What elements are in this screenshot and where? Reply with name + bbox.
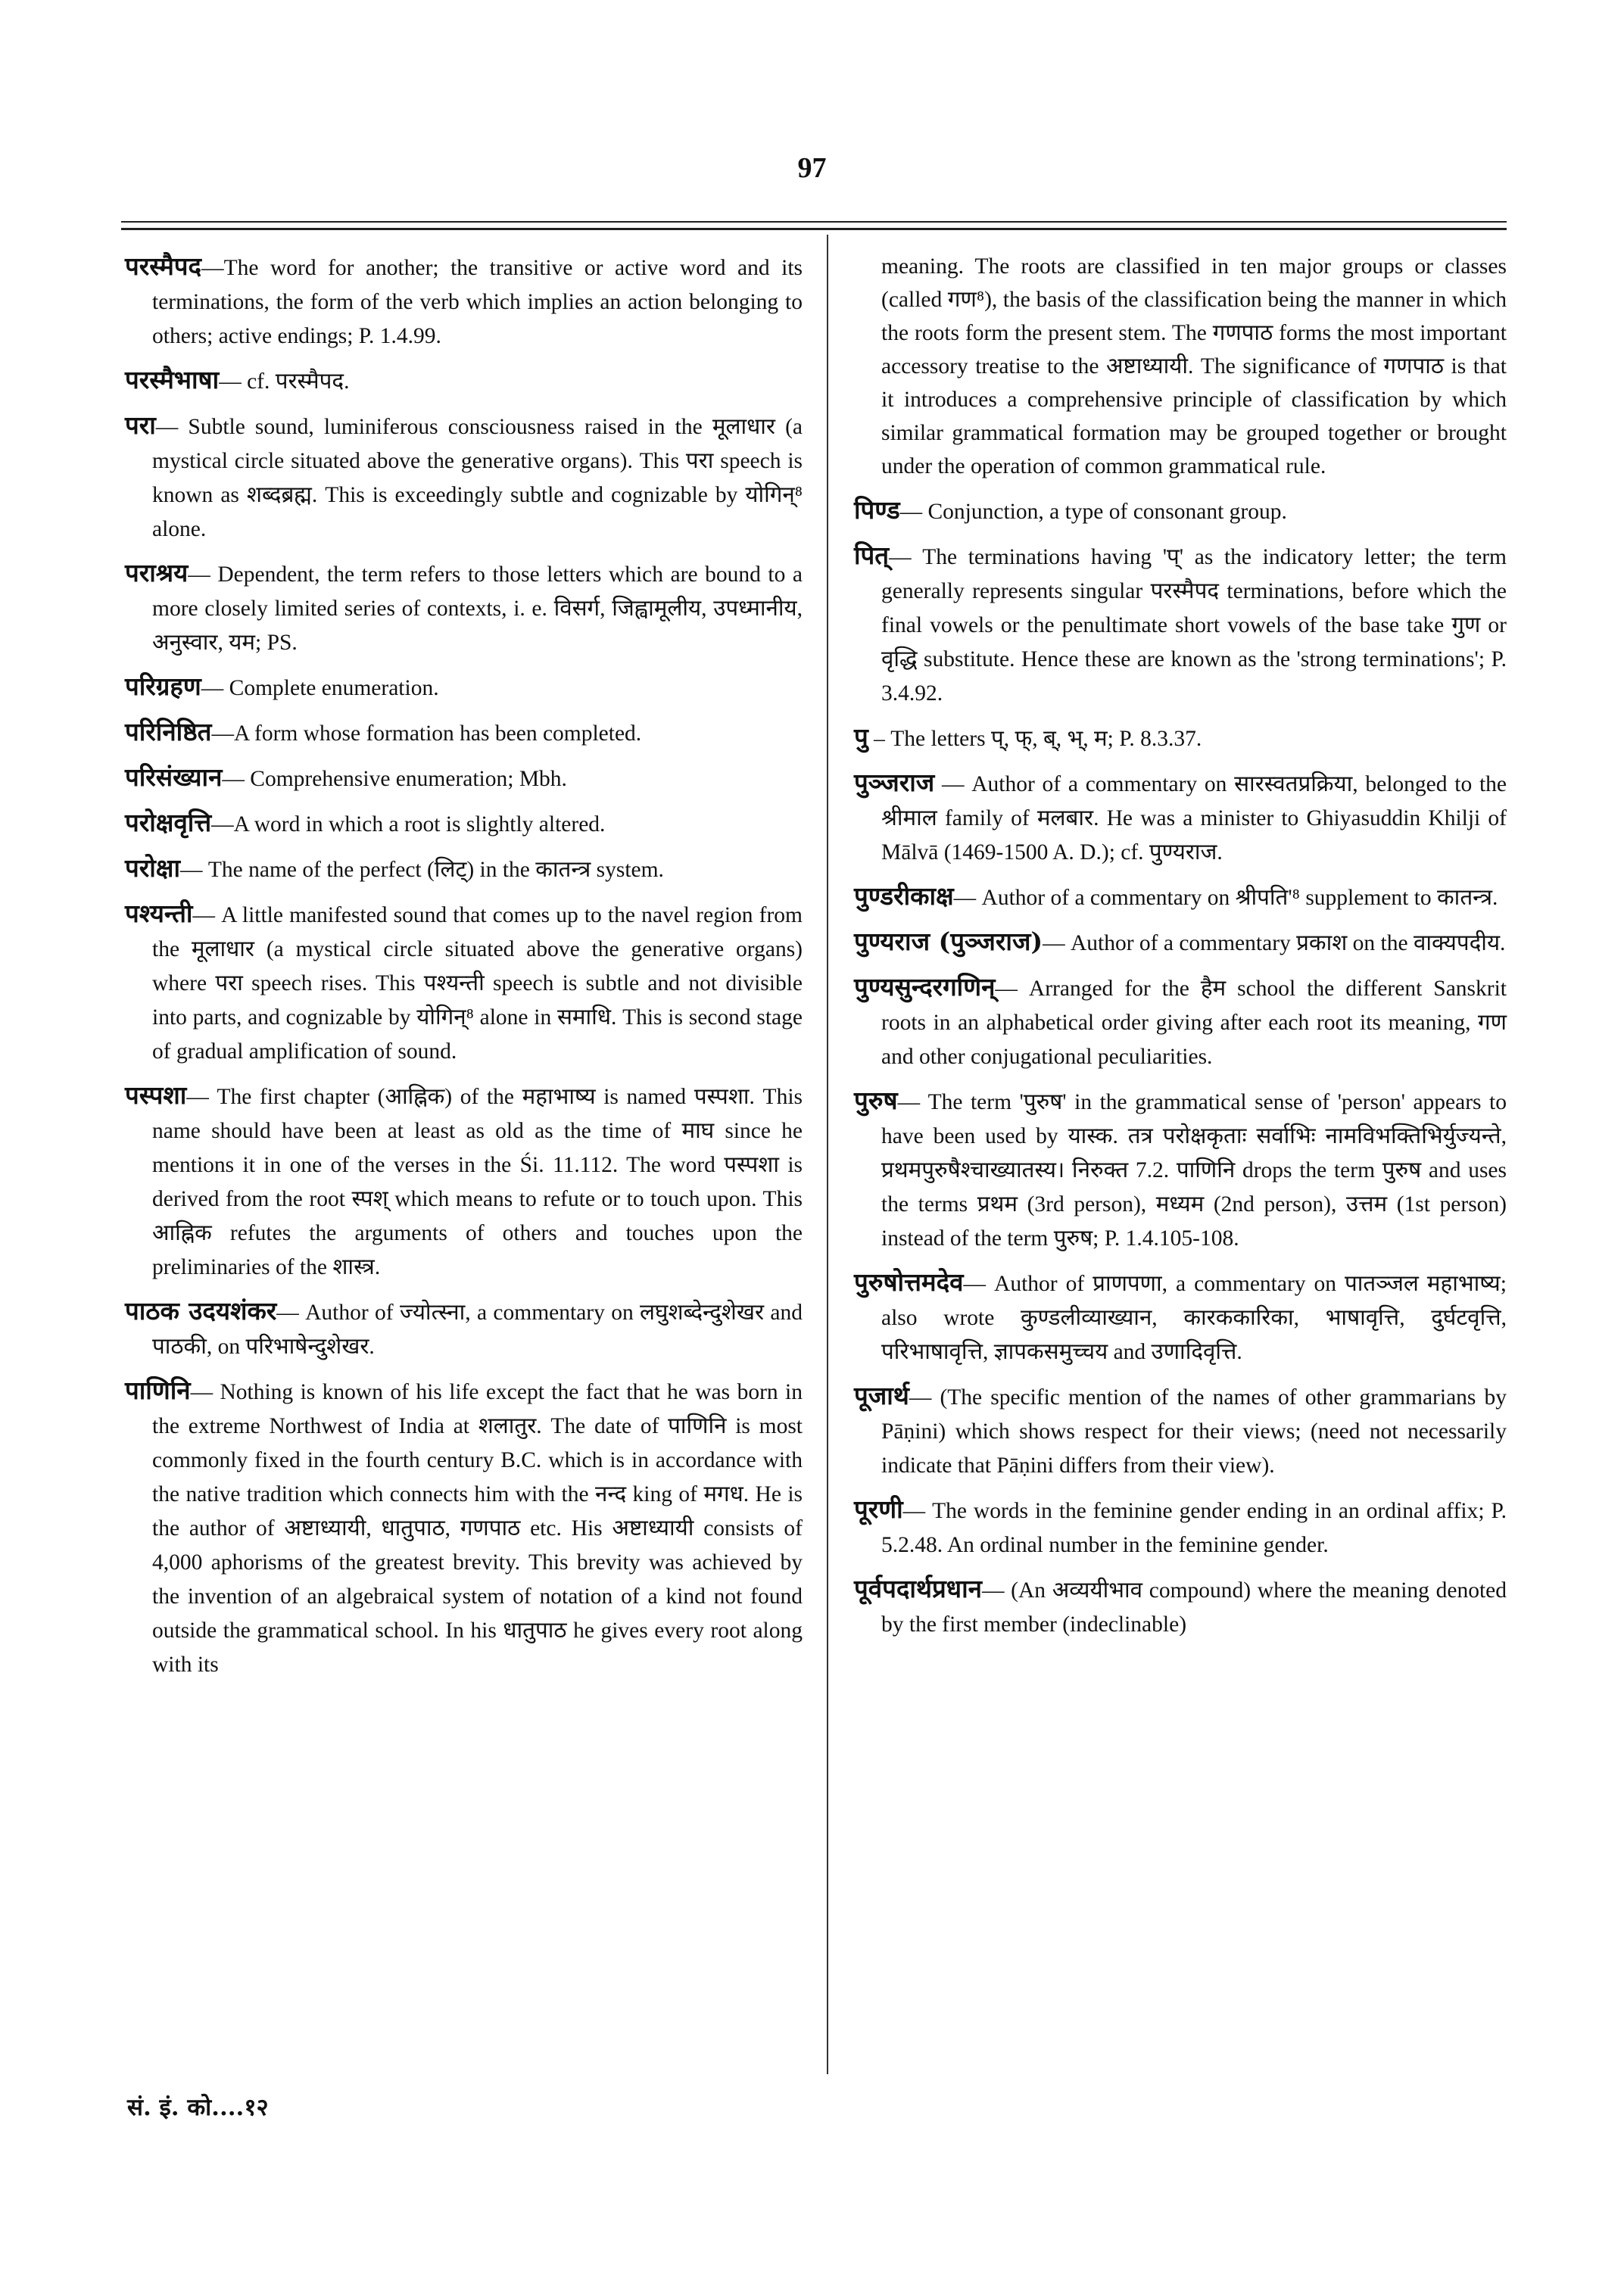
entry-headword: पूजार्थ — [854, 1381, 909, 1410]
entry-headword: परस्मैपद — [125, 251, 202, 281]
header-rule — [121, 221, 1507, 230]
dictionary-entry — [125, 897, 803, 1068]
entry-definition: — The name of the perfect (लिट्) in the कातन्त्र system. — [180, 858, 664, 882]
dictionary-entry — [125, 556, 803, 659]
left-column — [125, 250, 803, 1692]
dictionary-entry — [854, 880, 1507, 914]
entry-definition: — cf. परस्मैपद. — [219, 369, 350, 394]
entry-headword: पस्पशा — [125, 1080, 187, 1110]
entry-headword: पुण्डरीकाक्ष — [854, 881, 954, 911]
dictionary-entry — [854, 494, 1507, 528]
entry-definition: — The words in the feminine gender ending in an ordinal affix; P. 5.2.48. An ordinal number in the feminine gender. — [881, 1499, 1507, 1557]
dictionary-entry — [854, 1493, 1507, 1562]
dictionary-entry — [125, 1374, 803, 1681]
dictionary-entry — [125, 409, 803, 546]
entry-headword: पुञ्जराज — [854, 768, 935, 797]
dictionary-entry — [125, 670, 803, 705]
entry-headword: पूर्वपदार्थप्रधान — [854, 1574, 982, 1603]
entry-definition: — Subtle sound, luminiferous consciousness raised in the मूलाधार (a mystical circle situated above the generative organs). This परा speech is known as शब्दब्रह्म. This is exceedingly subtle and cognizable by योगिन्⁸ alone. — [152, 415, 803, 541]
entry-definition: —A form whose formation has been completed. — [211, 721, 642, 746]
entry-definition: — The first chapter (आह्निक) of the महाभाष्य is named पस्पशा. This name should have been at least as old as the time of माघ since he mentions it in one of the verses in the Śi. 11.112. The word पस्पशा is derived from the root स्पश् which means to refute or to touch upon. This आह्निक refutes the arguments of others and touches upon the preliminaries of the शास्त्र. — [152, 1085, 803, 1279]
entry-definition: —A word in which a root is slightly altered. — [211, 812, 606, 837]
entry-definition: — (An अव्ययीभाव compound) where the meaning denoted by the first member (indeclinable) — [881, 1578, 1507, 1637]
entry-definition: — Complete enumeration. — [201, 676, 439, 700]
entry-definition: — (The specific mention of the names of other grammarians by Pāṇini) which shows respect for their views; (need not necessarily indicate that Pāṇini differs from their view). — [881, 1385, 1507, 1478]
entry-headword: पित् — [854, 541, 890, 570]
entry-definition: — Nothing is known of his life except the fact that he was born in the extreme Northwest of India at शलातुर. The date of पाणिनि is most commonly fixed in the fourth century B.C. which is in accordance with the native tradition which connects him with the नन्द king of मगध. He is the author of अष्टाध्यायी, धातुपाठ, गणपाठ etc. His अष्टाध्यायी consists of 4,000 aphorisms of the greatest brevity. This brevity was achieved by the invention of an algebraical system of notation of a kind not found outside the grammatical school. In his धातुपाठ he gives every root along with its — [152, 1380, 803, 1677]
entry-definition: — Conjunction, a type of consonant group. — [899, 500, 1287, 524]
entry-headword: पाठक उदयशंकर — [125, 1296, 277, 1326]
entry-headword: पिण्ड — [854, 495, 900, 525]
entry-definition: — The term 'पुरुष' in the grammatical sense of 'person' appears to have been used by यास्क. तत्र परोक्षकृताः सर्वाभिः नामविभक्तिभिर्युज्यन्ते, प्रथमपुरुषैश्चाख्यातस्य। निरुक्त 7.2. पाणिनि drops the term पुरुष and uses the terms प्रथम (3rd person), मध्यम (2nd person), उत्तम (1st person) instead of the term पुरुष; P. 1.4.105-108. — [881, 1090, 1507, 1251]
dictionary-entry — [854, 1084, 1507, 1255]
entry-definition: — Author of प्राणपणा, a commentary on पातञ्जल महाभाष्य; also wrote कुण्डलीव्याख्यान, कारककारिका, भाषावृत्ति, दुर्घटवृत्ति, परिभाषावृत्ति, ज्ञापकसमुच्चय and उणादिवृत्ति. — [881, 1272, 1507, 1364]
entry-headword: परिसंख्यान — [125, 762, 223, 792]
entry-headword: परा — [125, 410, 156, 440]
dictionary-entry — [125, 806, 803, 841]
entry-headword: पुरुष — [854, 1086, 898, 1115]
entry-continuation: meaning. The roots are classified in ten major groups or classes (called गण⁸), the basis of the classification being the manner in which the roots form the present stem. The गणपाठ forms the most important accessory treatise to the अष्टाध्यायी. The significance of गणपाठ is that it introduces a comprehensive principle of classification by which similar grammatical formation may be grouped together or brought under the operation of common grammatical rule. — [881, 254, 1507, 478]
page-number: 97 — [797, 152, 827, 184]
entry-headword: पाणिनि — [125, 1375, 191, 1405]
dictionary-entry — [854, 1379, 1507, 1482]
column-divider — [827, 235, 828, 2074]
entry-headword: पुण्यराज (पुञ्जराज) — [854, 927, 1043, 956]
entry-definition: — Author of a commentary on श्रीपति'⁸ supplement to कातन्त्र. — [953, 886, 1498, 910]
entry-definition: — Author of a commentary on सारस्वतप्रक्रिया, belonged to the श्रीमाल family of मलबार. He was a minister to Ghiyasuddin Khilji of Mālvā (1469-1500 A. D.); cf. पुण्यराज. — [881, 772, 1507, 865]
entry-definition: – The letters प्, फ्, ब्, भ्, म; P. 8.3.37. — [868, 727, 1202, 751]
dictionary-entry — [854, 539, 1507, 710]
dictionary-entry — [854, 970, 1507, 1073]
dictionary-entry — [125, 250, 803, 353]
dictionary-entry — [854, 1572, 1507, 1641]
footer-signature: सं. इं. को....१२ — [127, 2094, 269, 2121]
entry-headword: परिनिष्ठित — [125, 717, 212, 746]
dictionary-entry — [125, 1079, 803, 1284]
entry-headword: पराश्रय — [125, 558, 189, 587]
entry-headword: पु — [854, 722, 868, 752]
dictionary-entry — [125, 363, 803, 398]
entry-definition: — Arranged for the हैम school the different Sanskrit roots in an alphabetical order giving after each root its meaning, गण and other conjugational peculiarities. — [881, 977, 1507, 1069]
entry-headword: पश्यन्ती — [125, 899, 193, 928]
dictionary-entry — [854, 766, 1507, 869]
entry-headword: परस्मैभाषा — [125, 365, 220, 394]
entry-headword: परिग्रहण — [125, 671, 201, 701]
entry-headword: पुण्यसुन्दरगणिन् — [854, 972, 996, 1002]
entry-definition: — A little manifested sound that comes up to the navel region from the मूलाधार (a mystical circle situated above the generative organs) where परा speech rises. This पश्यन्ती speech is subtle and not divisible into parts, and cognizable by योगिन्⁸ alone in समाधि. This is second stage of gradual amplification of sound. — [152, 903, 803, 1064]
entry-definition: — Author of a commentary प्रकाश on the वाक्यपदीय. — [1043, 931, 1506, 955]
entry-headword: पुरुषोत्तमदेव — [854, 1267, 964, 1297]
dictionary-entry — [125, 1294, 803, 1363]
dictionary-entry — [125, 852, 803, 886]
entry-definition: — Dependent, the term refers to those letters which are bound to a more closely limited series of contexts, i. e. विसर्ग, जिह्वामूलीय, उपध्मानीय, अनुस्वार, यम; PS. — [152, 562, 803, 655]
entry-definition: — Comprehensive enumeration; Mbh. — [222, 767, 567, 791]
entry-definition: —The word for another; the transitive or active word and its terminations, the form of the verb which implies an action belonging to others; active endings; P. 1.4.99. — [152, 256, 803, 348]
entry-definition: — Author of ज्योत्स्ना, a commentary on लघुशब्देन्दुशेखर and पाठकी, on परिभाषेन्दुशेखर. — [152, 1301, 803, 1359]
entry-headword: पूरणी — [854, 1494, 903, 1524]
dictionary-entry — [854, 925, 1507, 960]
dictionary-entry — [854, 1266, 1507, 1369]
dictionary-entry — [125, 761, 803, 796]
entry-headword: परोक्षा — [125, 853, 180, 883]
right-column — [854, 250, 1507, 1652]
dictionary-entry — [854, 721, 1507, 756]
entry-definition: — The terminations having 'प्' as the indicatory letter; the term generally represents singular परस्मैपद terminations, before which the final vowels or the penultimate short vowels of the base take गुण or वृद्धि substitute. Hence these are known as the 'strong terminations'; P. 3.4.92. — [881, 545, 1507, 706]
dictionary-entry — [125, 715, 803, 750]
entry-headword: परोक्षवृत्ति — [125, 808, 212, 837]
